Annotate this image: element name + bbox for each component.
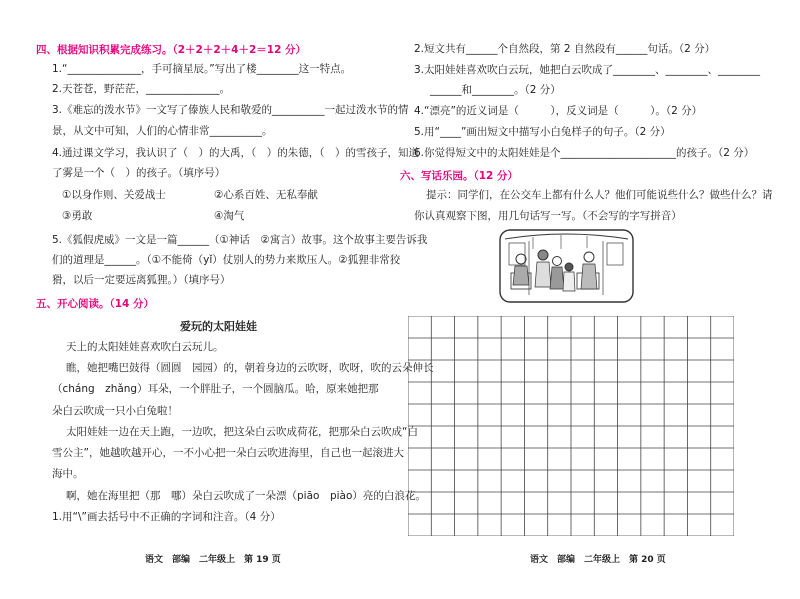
s4-q3-line2: 景，从文中可知，人们的心情非常__________。 [52, 125, 273, 137]
writing-prompt-line2: 你认真观察下图，用几句话写一写。（不会写的字写拼音） [414, 210, 682, 222]
s5-q6: 6.你觉得短文中的太阳娃娃是个______________________的孩子。（2 分） [414, 147, 755, 159]
s5-q3-line2: ______和________。（2 分） [430, 84, 561, 96]
story-p2-line2: （cháng zhǎng）耳朵，一个胖肚子，一个圆脑瓜。哈，原来她把那 [52, 383, 379, 395]
story-p2-line3: 朵白云吹成一只小白兔啦！ [52, 405, 178, 417]
s4-q4-option4: ④淘气 [214, 210, 245, 222]
story-p4: 啊，她在海里把（那 哪）朵白云吹成了一朵漂（piāo piào）亮的白浪花。 [66, 490, 426, 502]
s4-q4-option3: ③勇敢 [62, 210, 93, 222]
left-footer: 语文 部编 二年级上 第 19 页 [145, 555, 281, 565]
story-p3-line1: 太阳娃娃一边在天上跑，一边吹，把这朵白云吹成荷花，把那朵白云吹成“白 [66, 426, 418, 438]
story-p3-line2: 雪公主”，她越吹越开心，一不小心把一朵白云吹进海里，自己也一起滚进大 [52, 447, 404, 459]
writing-prompt-line1: 提示：同学们，在公交车上都有什么人？他们可能说些什么？做些什么？请 [426, 189, 773, 201]
right-page [400, 0, 800, 599]
s4-q1: 1.“______________，手可摘星辰。”写出了楼________这一特点。 [52, 63, 352, 75]
s4-q2: 2.天苍苍，野茫茫，______________。 [52, 83, 231, 95]
right-footer: 语文 部编 二年级上 第 20 页 [530, 555, 666, 565]
s4-q4-line2: 了雾是一个（ ）的孩子。（填序号） [52, 167, 226, 179]
s5-q5: 5.用“____”画出短文中描写小白兔样子的句子。（2 分） [414, 126, 671, 138]
story-title: 爱玩的太阳娃娃 [180, 320, 257, 333]
section4-header: 四、根据知识积累完成练习。（2＋2＋2＋4＋2＝12 分） [36, 44, 307, 56]
s4-q5-line1: 5.《狐假虎威》一文是一篇______（①神话 ②寓言）故事。这个故事主要告诉我 [52, 234, 428, 246]
s5-q2: 2.短文共有______个自然段，第 2 自然段有______句话。（2 分） [414, 43, 716, 55]
s5-q4: 4.“漂亮”的近义词是（ ），反义词是（ ）。（2 分） [414, 105, 703, 117]
story-p1: 天上的太阳娃娃喜欢吹白云玩儿。 [66, 341, 224, 353]
s4-q3-line1: 3.《难忘的泼水节》一文写了傣族人民和敬爱的__________一起过泼水节的情 [52, 104, 409, 116]
s4-q5-line3: 猾，以后一定要远离狐狸。）（填序号） [52, 274, 231, 286]
s5-q3-line1: 3.太阳娃娃喜欢吹白云玩，她把白云吹成了________、________、________ [414, 64, 761, 76]
story-p2-line1: 瞧，她把嘴巴鼓得（圆圆 园园）的，朝着身边的云吹呀，吹呀，吹的云朵伸长 [66, 362, 434, 374]
story-p3-line3: 海中。 [52, 468, 84, 480]
writing-grid[interactable] [408, 316, 734, 536]
s4-q5-line2: 们的道理是______。（①不能倚（yǐ）仗别人的势力来欺压人。②狐狸非常狡 [52, 254, 401, 266]
section5-header: 五、开心阅读。（14 分） [36, 298, 155, 310]
s4-q4-option1: ①以身作则、关爱战士 [62, 189, 166, 201]
s4-q4-option2: ②心系百姓、无私奉献 [214, 189, 318, 201]
section6-header: 六、写话乐园。（12 分） [400, 170, 519, 182]
s4-q4-line1: 4.通过课文学习，我认识了（ ）的大禹，（ ）的朱德，（ ）的雪孩子，知道 [52, 147, 420, 159]
s5-q1: 1.用“\”画去括号中不正确的字词和注音。（4 分） [52, 511, 281, 523]
bus-scene-illustration [499, 229, 634, 303]
